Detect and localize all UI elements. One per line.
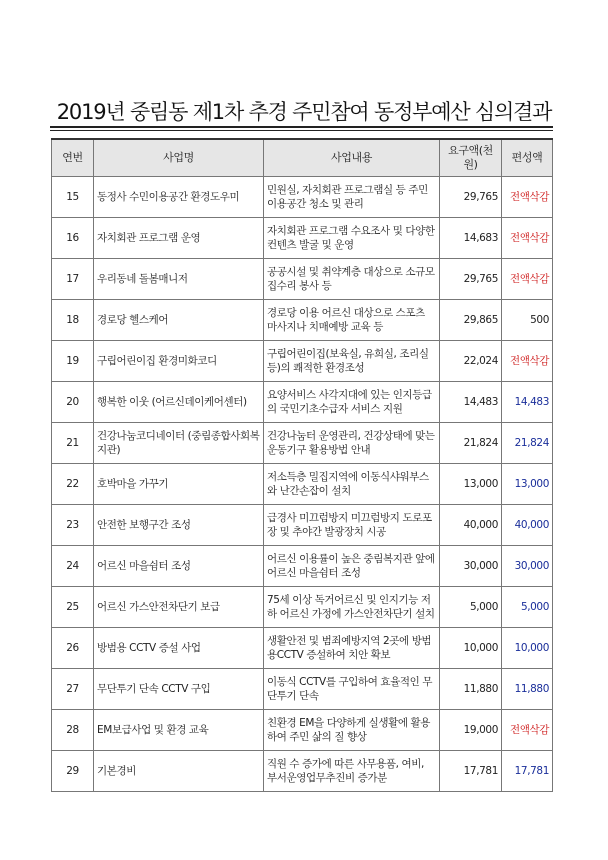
final-amount: 10,000 [502,628,553,669]
table-row [52,546,553,587]
header-content: 사업내용 [264,139,440,177]
row-number: 24 [52,546,94,587]
final-amount: 11,880 [502,669,553,710]
table-row [52,341,553,382]
project-content: 민원실, 자치회관 프로그램실 등 주민이용공간 청소 및 관리 [264,177,440,218]
request-amount: 14,683 [440,218,502,259]
final-amount: 전액삭감 [502,177,553,218]
request-amount: 5,000 [440,587,502,628]
final-amount: 13,000 [502,464,553,505]
request-amount: 14,483 [440,382,502,423]
row-number: 23 [52,505,94,546]
table-header-row [52,139,553,177]
table-body [52,177,553,792]
project-name: 안전한 보행구간 조성 [94,505,264,546]
project-content: 어르신 이용률이 높은 중림복지관 앞에 어르신 마을쉼터 조성 [264,546,440,587]
project-name: 무단투기 단속 CCTV 구입 [94,669,264,710]
project-name: 자치회관 프로그램 운영 [94,218,264,259]
project-content: 저소득층 밀집지역에 이동식샤워부스와 난간손잡이 설치 [264,464,440,505]
budget-table [51,138,553,792]
project-name: 경로당 헬스케어 [94,300,264,341]
table-row [52,628,553,669]
table-row [52,464,553,505]
row-number: 19 [52,341,94,382]
title-rule-thin [50,130,553,131]
project-content: 요양서비스 사각지대에 있는 인지등급의 국민기초수급자 서비스 지원 [264,382,440,423]
project-name: 행복한 이웃 (어르신데이케어센터) [94,382,264,423]
table-row [52,177,553,218]
final-amount: 40,000 [502,505,553,546]
final-amount: 전액삭감 [502,259,553,300]
project-name: 우리동네 돌봄매니저 [94,259,264,300]
project-content: 공공시설 및 취약계층 대상으로 소규모 집수리 봉사 등 [264,259,440,300]
request-amount: 13,000 [440,464,502,505]
request-amount: 29,765 [440,177,502,218]
final-amount: 전액삭감 [502,218,553,259]
request-amount: 29,765 [440,259,502,300]
row-number: 21 [52,423,94,464]
table-row [52,587,553,628]
final-amount: 전액삭감 [502,710,553,751]
table-row [52,300,553,341]
row-number: 27 [52,669,94,710]
project-content: 구립어린이집(보육실, 유희실, 조리실 등)의 쾌적한 환경조성 [264,341,440,382]
page-title: 2019년 중림동 제1차 추경 주민참여 동정부예산 심의결과 [56,100,552,124]
row-number: 22 [52,464,94,505]
project-name: 호박마을 가꾸기 [94,464,264,505]
final-amount: 21,824 [502,423,553,464]
table-row [52,710,553,751]
title-rule [50,126,553,128]
project-name: 방범용 CCTV 증설 사업 [94,628,264,669]
request-amount: 11,880 [440,669,502,710]
final-amount: 17,781 [502,751,553,792]
table-row [52,751,553,792]
project-name: 건강나눔코디네이터 (중림종합사회복지관) [94,423,264,464]
header-name: 사업명 [94,139,264,177]
header-final: 편성액 [502,139,553,177]
table-row [52,669,553,710]
project-content: 급경사 미끄럼방지 미끄럼방지 도로포장 및 추야간 발광장치 시공 [264,505,440,546]
project-name: 구립어린이집 환경미화코디 [94,341,264,382]
table-row [52,218,553,259]
final-amount: 30,000 [502,546,553,587]
table-row [52,382,553,423]
final-amount: 500 [502,300,553,341]
project-name: 동정사 수민이용공간 환경도우미 [94,177,264,218]
project-content: 직원 수 증가에 따른 사무용품, 여비, 부서운영업무추진비 증가분 [264,751,440,792]
project-name: 어르신 마을쉼터 조성 [94,546,264,587]
row-number: 25 [52,587,94,628]
project-content: 경로당 이용 어르신 대상으로 스포츠 마사지나 치매예방 교육 등 [264,300,440,341]
final-amount: 14,483 [502,382,553,423]
table-row [52,259,553,300]
row-number: 17 [52,259,94,300]
request-amount: 30,000 [440,546,502,587]
request-amount: 40,000 [440,505,502,546]
project-content: 자치회관 프로그램 수요조사 및 다양한 컨텐츠 발굴 및 운영 [264,218,440,259]
request-amount: 17,781 [440,751,502,792]
request-amount: 19,000 [440,710,502,751]
row-number: 26 [52,628,94,669]
project-name: 어르신 가스안전차단기 보급 [94,587,264,628]
project-name: EM보급사업 및 환경 교육 [94,710,264,751]
project-content: 생활안전 및 범죄예방지역 2곳에 방범용CCTV 증설하여 치안 확보 [264,628,440,669]
request-amount: 10,000 [440,628,502,669]
row-number: 28 [52,710,94,751]
table-row [52,423,553,464]
project-content: 친환경 EM을 다양하게 실생활에 활용하여 주민 삶의 질 향상 [264,710,440,751]
final-amount: 5,000 [502,587,553,628]
row-number: 18 [52,300,94,341]
final-amount: 전액삭감 [502,341,553,382]
project-content: 건강나눔터 운영관리, 건강상태에 맞는 운동기구 활용방법 안내 [264,423,440,464]
header-no: 연번 [52,139,94,177]
request-amount: 29,865 [440,300,502,341]
row-number: 16 [52,218,94,259]
request-amount: 22,024 [440,341,502,382]
request-amount: 21,824 [440,423,502,464]
row-number: 20 [52,382,94,423]
header-request: 요구액(천원) [440,139,502,177]
table-row [52,505,553,546]
row-number: 29 [52,751,94,792]
project-content: 이동식 CCTV를 구입하여 효율적인 무단투기 단속 [264,669,440,710]
project-name: 기본경비 [94,751,264,792]
row-number: 15 [52,177,94,218]
project-content: 75세 이상 독거어르신 및 인지기능 저하 어르신 가정에 가스안전차단기 설치 [264,587,440,628]
